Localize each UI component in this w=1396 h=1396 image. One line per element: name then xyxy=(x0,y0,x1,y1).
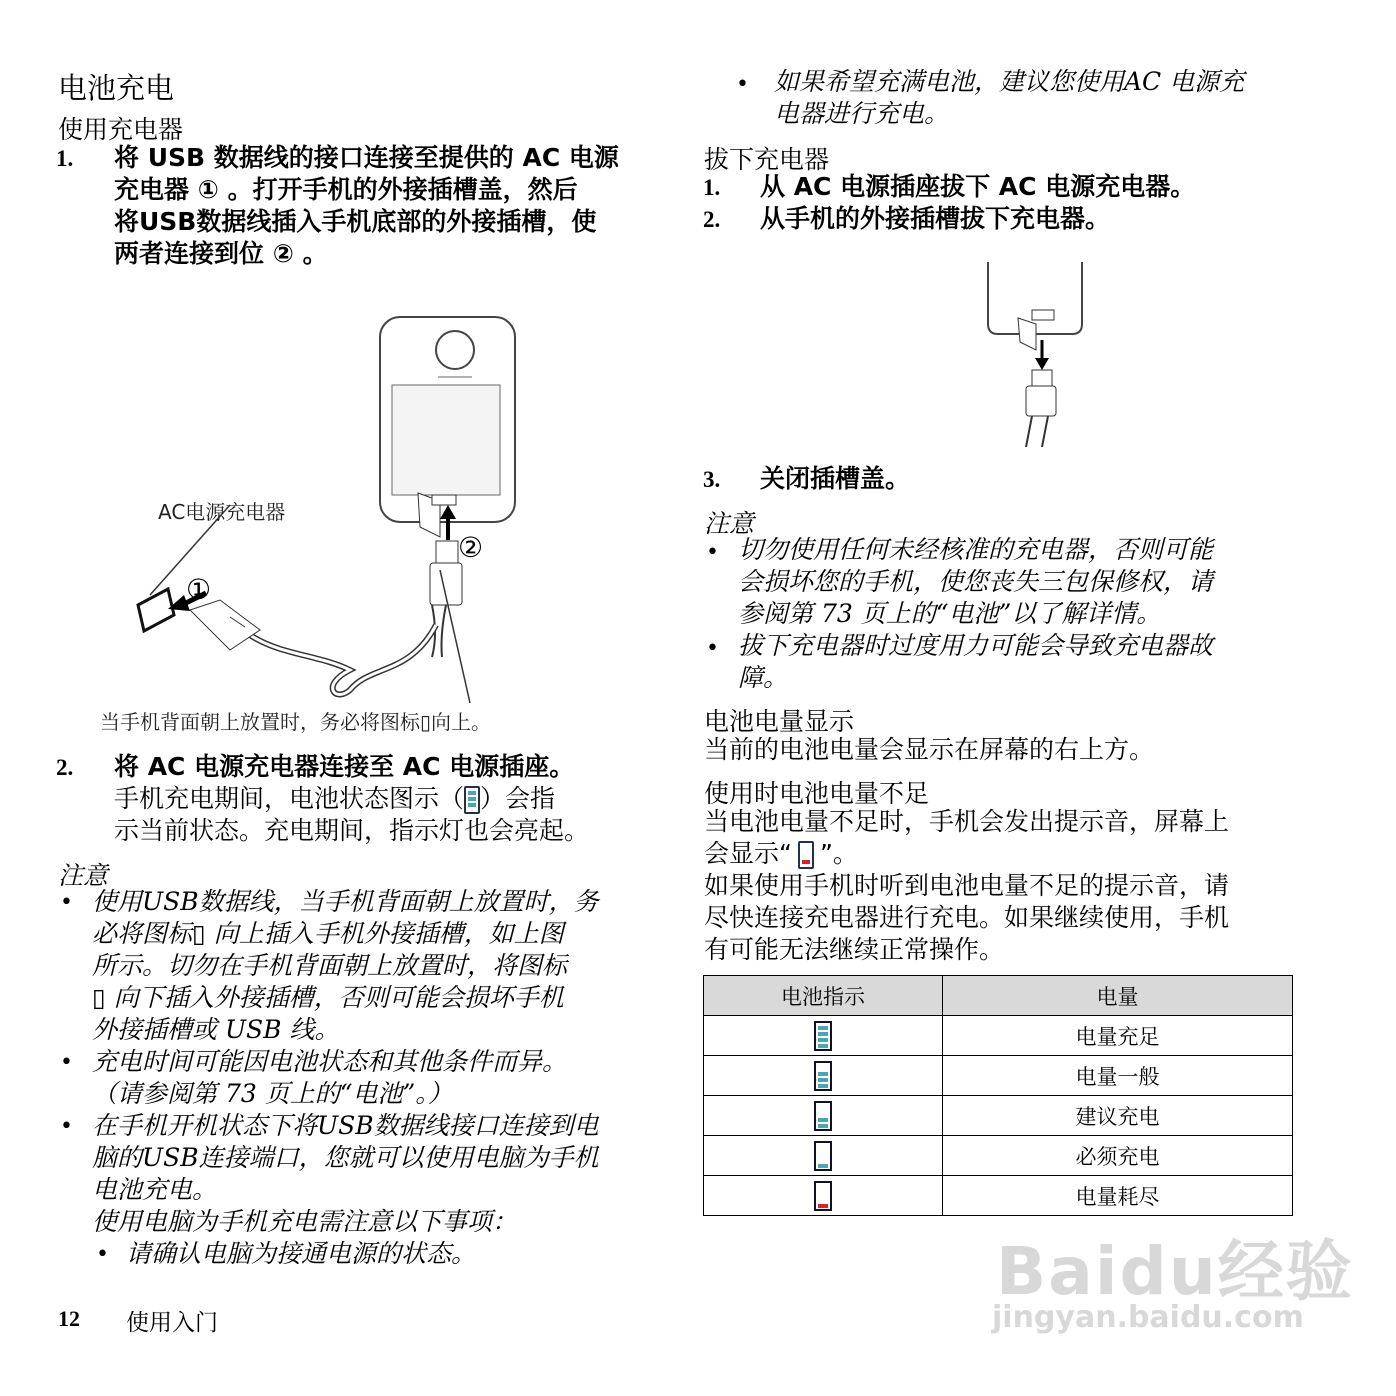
table-cell: 电量一般 xyxy=(943,1056,1293,1096)
battery-empty-icon xyxy=(798,841,814,869)
note-line: 如果希望充满电池，建议您使用AC 电源充 xyxy=(774,67,1245,96)
note-title: 注意 xyxy=(58,861,109,890)
section-low-battery: 使用时电池电量不足 xyxy=(704,779,930,808)
low-battery-line: 如果使用手机时听到电池电量不足的提示音，请 xyxy=(704,871,1230,900)
bullet: • xyxy=(96,1242,109,1267)
bullet: • xyxy=(706,540,719,565)
marker-2: ② xyxy=(458,531,484,564)
table-cell: 电量充足 xyxy=(943,1016,1293,1056)
section-battery-display: 电池电量显示 xyxy=(704,707,855,736)
footer-chapter: 使用入门 xyxy=(126,1310,218,1336)
step-number: 2. xyxy=(703,207,721,232)
step-number: 2. xyxy=(56,755,74,780)
bullet: • xyxy=(60,1050,73,1075)
page-title: 电池充电 xyxy=(58,71,175,105)
step-1-line: 两者连接到位 ② 。 xyxy=(114,239,328,268)
table-cell: 电量耗尽 xyxy=(943,1176,1293,1216)
watermark-logo: Baidu经验 xyxy=(996,1233,1354,1310)
step-1-line: 将USB数据线插入手机底部的外接插槽，使 xyxy=(114,207,597,236)
step-2-line: ）会指 xyxy=(480,784,556,813)
step-number: 1. xyxy=(703,175,721,200)
low-battery-line: 当电池电量不足时，手机会发出提示音，屏幕上 xyxy=(704,807,1230,836)
sub-note: 请确认电脑为接通电源的状态。 xyxy=(126,1239,477,1268)
note-line: 电池充电。 xyxy=(92,1175,218,1204)
low-battery-line: 有可能无法继续正常操作。 xyxy=(704,935,1005,964)
phone-screen xyxy=(392,385,500,495)
watermark-url: jingyan.baidu.com xyxy=(992,1300,1304,1335)
marker-1: ① xyxy=(186,573,212,606)
note-line: 充电时间可能因电池状态和其他条件而异。 xyxy=(92,1047,568,1076)
note-line: ▯ 向下插入外接插槽，否则可能会损坏手机 xyxy=(92,983,564,1012)
low-battery-line: 尽快连接充电器进行充电。如果继续使用，手机 xyxy=(704,903,1230,932)
table-row xyxy=(704,1136,1293,1176)
bullet: • xyxy=(60,890,73,915)
table-header-row xyxy=(704,976,1293,1016)
table-row xyxy=(704,1016,1293,1056)
table-header: 电量 xyxy=(943,976,1293,1016)
battery-medium-icon xyxy=(814,1061,832,1091)
step-1-line: 将 USB 数据线的接口连接至提供的 AC 电源 xyxy=(114,143,619,172)
battery-empty-icon xyxy=(814,1181,832,1211)
note-line: 使用USB数据线，当手机背面朝上放置时，务 xyxy=(92,887,599,916)
ac-charger xyxy=(138,589,174,631)
note-line: 所示。切勿在手机背面朝上放置时，将图标 xyxy=(92,951,568,980)
table-row xyxy=(704,1056,1293,1096)
note-line: 参阅第 73 页上的“电池”以了解详情。 xyxy=(738,599,1162,628)
note-line: 切勿使用任何未经核准的充电器，否则可能 xyxy=(738,535,1214,564)
step-2-line: 手机充电期间，电池状态图示（ xyxy=(114,784,465,813)
figure-caption: 当手机背面朝上放置时，务必将图标▯向上。 xyxy=(100,710,492,734)
step-2-line: 将 AC 电源充电器连接至 AC 电源插座。 xyxy=(114,752,575,781)
ac-charger-label: AC电源充电器 xyxy=(158,500,286,524)
unplug-illustration xyxy=(980,262,1090,447)
note-line: 在手机开机状态下将USB数据线接口连接到电 xyxy=(92,1111,599,1140)
table-row xyxy=(704,1176,1293,1216)
note-line: 电器进行充电。 xyxy=(774,99,950,128)
low-battery-line: ”。 xyxy=(819,839,858,868)
note-line: 外接插槽或 USB 线。 xyxy=(92,1015,340,1044)
bullet: • xyxy=(60,1114,73,1139)
note-line: 脑的USB连接端口，您就可以使用电脑为手机 xyxy=(92,1143,599,1172)
table-row xyxy=(704,1096,1293,1136)
step-2-line: 示当前状态。充电期间，指示灯也会亮起。 xyxy=(114,816,590,845)
note-line: 障。 xyxy=(738,663,789,692)
section-use-charger: 使用充电器 xyxy=(58,115,184,144)
unplug-step-text: 从 AC 电源插座拔下 AC 电源充电器。 xyxy=(760,172,1196,201)
step-number: 3. xyxy=(703,467,721,492)
battery-level-table xyxy=(703,975,1293,1216)
bullet: • xyxy=(736,72,749,97)
bullet: • xyxy=(706,636,719,661)
close-cover-step: 关闭插槽盖。 xyxy=(760,464,911,493)
battery-charging-icon xyxy=(464,786,480,814)
table-cell: 建议充电 xyxy=(943,1096,1293,1136)
step-number: 1. xyxy=(56,146,74,171)
note-line: 拔下充电器时过度用力可能会导致充电器故 xyxy=(738,631,1214,660)
low-battery-line: 会显示“ xyxy=(704,839,792,868)
battery-full-icon xyxy=(814,1021,832,1051)
usb-a-plug xyxy=(190,600,260,650)
table-cell: 必须充电 xyxy=(943,1136,1293,1176)
step-1-line: 充电器 ① 。打开手机的外接插槽盖，然后 xyxy=(114,175,578,204)
note-line: （请参阅第 73 页上的“电池”。） xyxy=(92,1079,453,1108)
table-header: 电池指示 xyxy=(704,976,943,1016)
battery-display-text: 当前的电池电量会显示在屏幕的右上方。 xyxy=(704,735,1155,764)
section-unplug: 拔下充电器 xyxy=(704,145,830,174)
phone-camera xyxy=(436,331,474,369)
note-line: 使用电脑为手机充电需注意以下事项： xyxy=(92,1207,518,1236)
note-title: 注意 xyxy=(704,509,755,538)
unplug-step-text: 从手机的外接插槽拔下充电器。 xyxy=(760,204,1111,233)
note-line: 必将图标▯ 向上插入手机外接插槽，如上图 xyxy=(92,919,564,948)
usb-slot xyxy=(432,495,456,505)
page-number: 12 xyxy=(58,1306,80,1331)
battery-low-icon xyxy=(814,1101,832,1131)
note-line: 会损坏您的手机，使您丧失三包保修权，请 xyxy=(738,567,1214,596)
battery-critical-icon xyxy=(814,1141,832,1171)
